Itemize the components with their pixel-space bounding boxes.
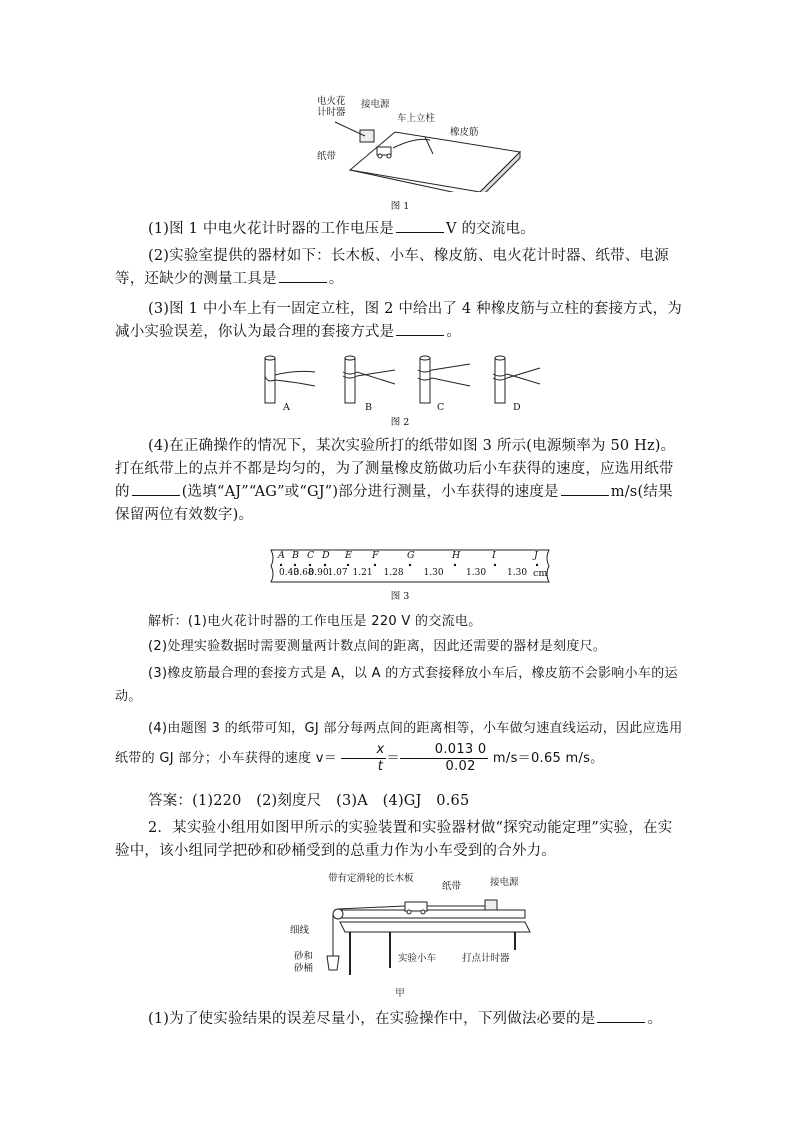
tape-distance: 1.07 — [327, 568, 348, 578]
jia-timer-label: 打点计时器 — [462, 953, 510, 964]
figure-jia — [290, 870, 540, 990]
tape-point-b: B — [292, 550, 299, 561]
frac1-denominator: t — [377, 759, 384, 774]
tape-dot-b — [294, 564, 296, 566]
tape-dot-e — [347, 564, 349, 566]
fig1-post-label: 车上立柱 — [397, 113, 436, 124]
fraction-values — [400, 742, 489, 775]
tape-dot-a — [280, 564, 282, 566]
jia-power-label: 接电源 — [490, 877, 519, 888]
tape-distance: 0.43 — [279, 568, 300, 578]
solution-2: (2)处理实验数据时需要测量两计数点间的距离，因此还需要的器材是刻度尺。 — [148, 639, 607, 654]
q2-text: (2)实验室提供的器材如下：长木板、小车、橡皮筋、电火花计时器、纸带、电源等，还缺少的测量工具是 — [115, 248, 669, 287]
jia-tape-label: 纸带 — [442, 881, 462, 892]
frac1-numerator: x — [341, 742, 386, 759]
tape-distance: 1.30 — [466, 568, 487, 578]
jia-sand-label-1: 砂和 — [294, 951, 314, 962]
tape-point-c: C — [307, 550, 315, 561]
fig2-option-d: D — [513, 402, 521, 413]
tape-distance: 1.28 — [383, 568, 404, 578]
fig1-timer-label: 电火花 计时器 — [317, 96, 346, 118]
fig1-band-label: 橡皮筋 — [450, 127, 479, 138]
figure-2-drawing — [255, 350, 545, 405]
solution-3: (3)橡皮筋最合理的套接方式是 A，以 A 的方式套接释放小车后，橡皮筋不会影响小车的运动。 — [115, 666, 678, 704]
tape-distance: 1.30 — [423, 568, 444, 578]
jia-board-label: 带有定滑轮的长木板 — [328, 873, 414, 884]
tape-point-g: G — [407, 550, 415, 561]
figure-3 — [265, 548, 555, 588]
q1-text-end: V 的交流电。 — [445, 221, 535, 237]
q2-1-text: (1)为了使实验结果的误差尽量小，在实验操作中，下列做法必要的是 — [148, 1011, 596, 1027]
tape-distance: 0.68 — [293, 568, 314, 578]
solution-1: 解析：(1)电火花计时器的工作电压是 220 V 的交流电。 — [148, 614, 482, 629]
tape-dot-g — [409, 564, 411, 566]
q2-1-blank — [597, 1008, 645, 1023]
tape-point-i: I — [492, 550, 496, 561]
jia-sand-label-2: 砂桶 — [294, 963, 314, 974]
tape-distance: 0.90 — [308, 568, 329, 578]
q3-blank — [396, 321, 444, 336]
fig1-tape-label: 纸带 — [317, 151, 337, 162]
tape-point-e: E — [345, 550, 352, 561]
solution-4 — [115, 716, 685, 775]
tape-unit: cm — [533, 568, 548, 579]
figure-1-caption: 图 1 — [390, 201, 410, 212]
figure-3-caption: 图 3 — [390, 591, 410, 602]
fig2-option-a: A — [283, 402, 290, 413]
fig2-option-c: C — [437, 402, 445, 413]
figure-1 — [305, 92, 525, 202]
q4-blank-2 — [561, 481, 609, 496]
q2-blank — [279, 268, 327, 283]
figure-jia-caption: 甲 — [395, 988, 405, 999]
jia-car-label: 实验小车 — [398, 953, 437, 964]
tape-distance: 1.30 — [507, 568, 528, 578]
solution-4-result: m/s＝0.65 m/s。 — [492, 751, 604, 766]
tape-point-h: H — [452, 550, 461, 561]
tape-dot-d — [324, 564, 326, 566]
q4-text-end: m/s(结果保留两位有效数字)。 — [115, 484, 673, 523]
tape-point-j: J — [534, 550, 538, 561]
figure-2-caption: 图 2 — [390, 417, 410, 428]
jia-string-label: 细线 — [290, 925, 310, 936]
question-3 — [115, 298, 685, 344]
q4-text-mid: (选填“AJ”“AG”或“GJ”)部分进行测量，小车获得的速度是 — [181, 484, 559, 500]
fig1-power-label: 接电源 — [361, 99, 390, 110]
fraction-x-over-t — [341, 742, 386, 775]
q4-text: (4)在正确操作的情况下，某次实验所打的纸带如图 3 所示(电源频率为 50 Hz)。打在纸带上的点并不都是均匀的，为了测量橡皮筋做功后小车获得的速度，应选用纸带的 — [115, 438, 676, 500]
q3-text: (3)图 1 中小车上有一固定立柱，图 2 中给出了 4 种橡皮筋与立柱的套接方式，为减小实验误差，你认为最合理的套接方式是 — [115, 301, 682, 340]
q1-text: (1)图 1 中电火花计时器的工作电压是 — [148, 221, 394, 237]
equals-sign: ＝ — [386, 751, 400, 766]
tape-distance: 1.21 — [352, 568, 373, 578]
q4-blank-1 — [132, 481, 180, 496]
tape-point-f: F — [372, 550, 379, 561]
tape-point-d: D — [322, 550, 330, 561]
question-2 — [115, 245, 685, 291]
question-2-1 — [115, 1008, 685, 1031]
question-1 — [115, 218, 685, 241]
solution-4-text: (4)由题图 3 的纸带可知，GJ 部分每两点间的距离相等，小车做匀速直线运动，因此应选用纸带的 GJ 部分；小车获得的速度 v＝ — [115, 721, 683, 766]
tape-dot-c — [309, 564, 311, 566]
answer-line: 答案：(1)220 (2)刻度尺 (3)A (4)GJ 0.65 — [148, 793, 470, 809]
frac2-numerator: 0.013 0 — [400, 742, 489, 759]
tape-dot-j — [536, 564, 538, 566]
tape-dot-h — [454, 564, 456, 566]
frac2-denominator: 0.02 — [445, 759, 476, 774]
tape-dot-f — [374, 564, 376, 566]
q3-text-end: 。 — [446, 324, 462, 340]
tape-point-a: A — [278, 550, 285, 561]
question-2-intro: 2．某实验小组用如图甲所示的实验装置和实验器材做“探究动能定理”实验，在实验中，该小组同学把砂和砂桶受到的总重力作为小车受到的合外力。 — [115, 820, 673, 859]
tape-dot-i — [494, 564, 496, 566]
q2-1-text-end: 。 — [647, 1011, 663, 1027]
q1-blank — [396, 218, 444, 233]
question-4 — [115, 435, 685, 527]
q2-text-end: 。 — [328, 271, 344, 287]
fig2-option-b: B — [365, 402, 372, 413]
